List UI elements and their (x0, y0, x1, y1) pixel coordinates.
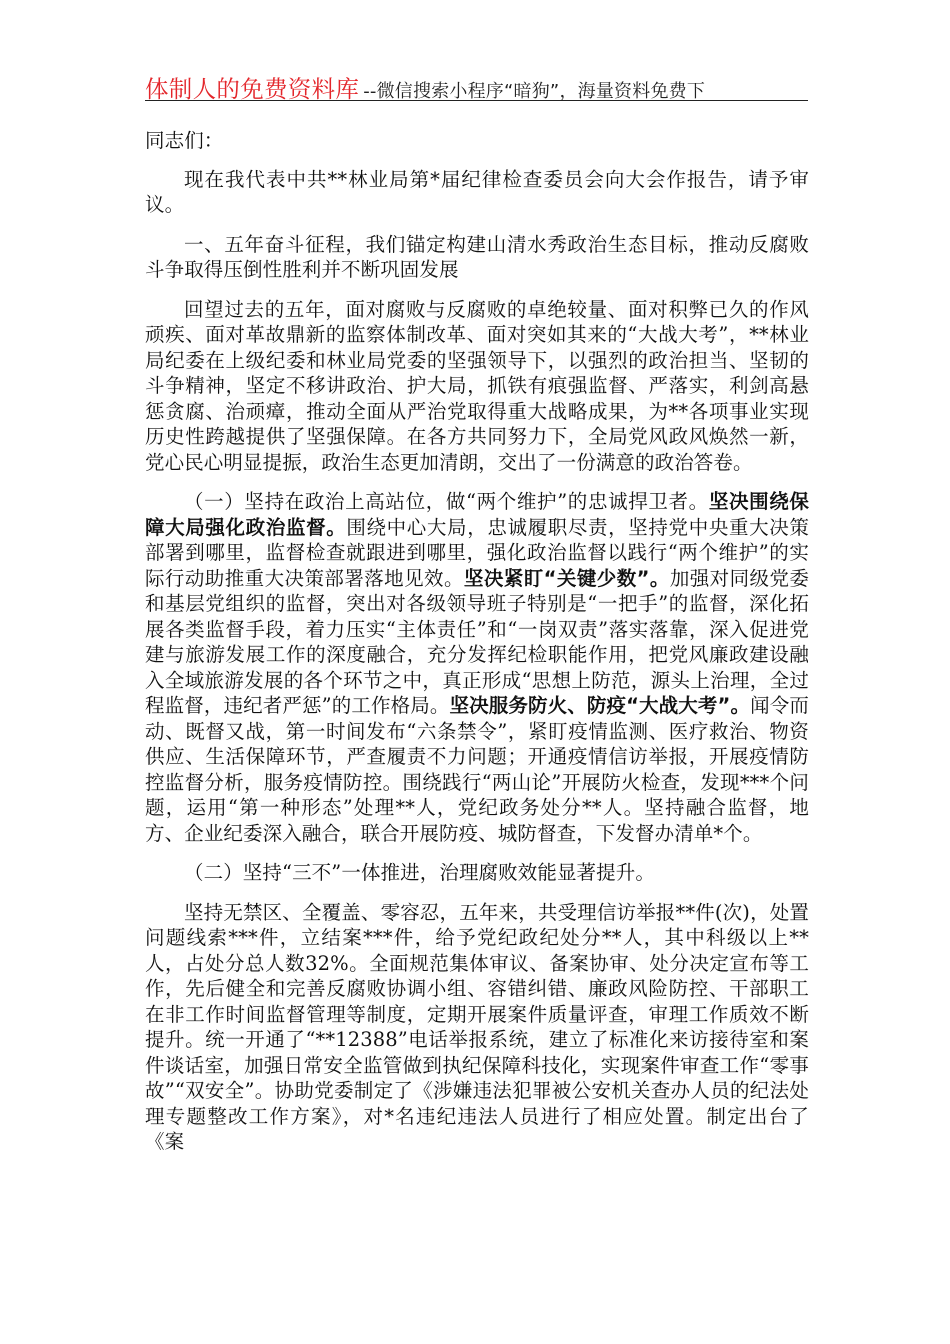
point-two-heading: （二）坚持“三不”一体推进，治理腐败效能显著提升。 (184, 861, 655, 884)
bold-phrase-key-minority: 坚决紧盯“关键少数”。 (463, 566, 670, 590)
point-one-text-2: 加强对同级党委和基层党组织的监督，突出对各级领导班子特别是“一把手”的监督，深化拓展各类监督手段，着力压实“主体责任”和“一岗双责”落实落靠，深入促进党建与旅游发展工作的深度融合，充分发挥纪检职能作用，把党风廉政建设融入全域旅游发展的各个环节之中，真正形成“思想上防范，源头上治理，全过程监督，违纪者严惩”的工作格局。 (145, 566, 810, 717)
review-paragraph: 回望过去的五年，面对腐败与反腐败的卓绝较量、面对积弊已久的作风顽疾、面对革故鼎新的监察体制改革、面对突如其来的“大战大考”，**林业局纪委在上级纪委和林业局党委的坚强领导下，以强烈的政治担当、坚韧的斗争精神，坚定不移讲政治、护大局，抓铁有痕强监督、严落实，利剑高悬惩贪腐、治顽瘴，推动全面从严治党取得重大战略成果，为**各项事业实现历史性跨越提供了坚强保障。在各方共同努力下，全局党风政风焕然一新，党心民心明显提振，政治生态更加清朗，交出了一份满意的政治答卷。 (145, 297, 809, 474)
page-header (145, 70, 808, 101)
point-one-paragraph (145, 489, 809, 846)
point-one-lead: （一）坚持在政治上高站位，做“两个维护”的忠诚捍卫者。 (184, 490, 709, 513)
greeting: 同志们： (145, 129, 224, 152)
section-heading: 一、五年奋斗征程，我们锚定构建山清水秀政治生态目标，推动反腐败斗争取得压倒性胜利并不断巩固发展 (145, 232, 809, 281)
point-one-text-1: 围绕中心大局，忠诚履职尽责，坚持党中央重大决策部署到哪里，监督检查就跟进到哪里，强化政治监督以践行“两个维护”的实际行动助推重大决策部署落地见效。 (145, 515, 809, 590)
point-two-paragraph: 坚持无禁区、全覆盖、零容忍，五年来，共受理信访举报**件(次)，处置问题线索***件，立结案***件，给予党纪政纪处分**人，其中科级以上**人，占处分总人数32%。全面规范集体审议、备案协审、处分决定宣布等工作，先后健全和完善反腐败协调小组、容错纠错、廉政风险防控、干部职工在非工作时间监督管理等制度，定期开展案件质量评查，审理工作质效不断提升。统一开通了“**12388”电话举报系统，建立了标准化来访接待室和案件谈话室，加强日常安全监管做到执纪保障科技化，实现案件审查工作“零事故”“双安全”。协助党委制定了《涉嫌违法犯罪被公安机关查办人员的纪法处理专题整改工作方案》，对*名违纪违法人员进行了相应处置。制定出台了《案 (145, 900, 809, 1153)
bold-phrase-political-supervision: 坚决围绕保障大局强化政治监督。 (145, 490, 809, 539)
point-one-text-3: 闻令而动、既督又战，第一时间发布“六条禁令”，紧盯疫情监测、医疗救治、物资供应、生活保障环节，严查履责不力问题；开通疫情信访举报，开展疫情防控监督分析，服务疫情防控。围绕践行“两山论”开展防火检查，发现***个问题，运用“第一种形态”处理**人，党纪政务处分**人。坚持融合监督，地方、企业纪委深入融合，联合开展防疫、城防督查，下发督办清单*个。 (145, 694, 809, 845)
bold-phrase-fire-epidemic: 坚决服务防火、防疫“大战大考”。 (449, 694, 751, 717)
document-body (145, 128, 809, 1169)
header-brand: 体制人的免费资料库 (145, 75, 360, 103)
header-tagline: --微信搜索小程序“暗狗”，海量资料免费下 (363, 81, 706, 102)
intro-paragraph: 现在我代表中共**林业局第*届纪律检查委员会向大会作报告，请予审议。 (145, 167, 809, 216)
